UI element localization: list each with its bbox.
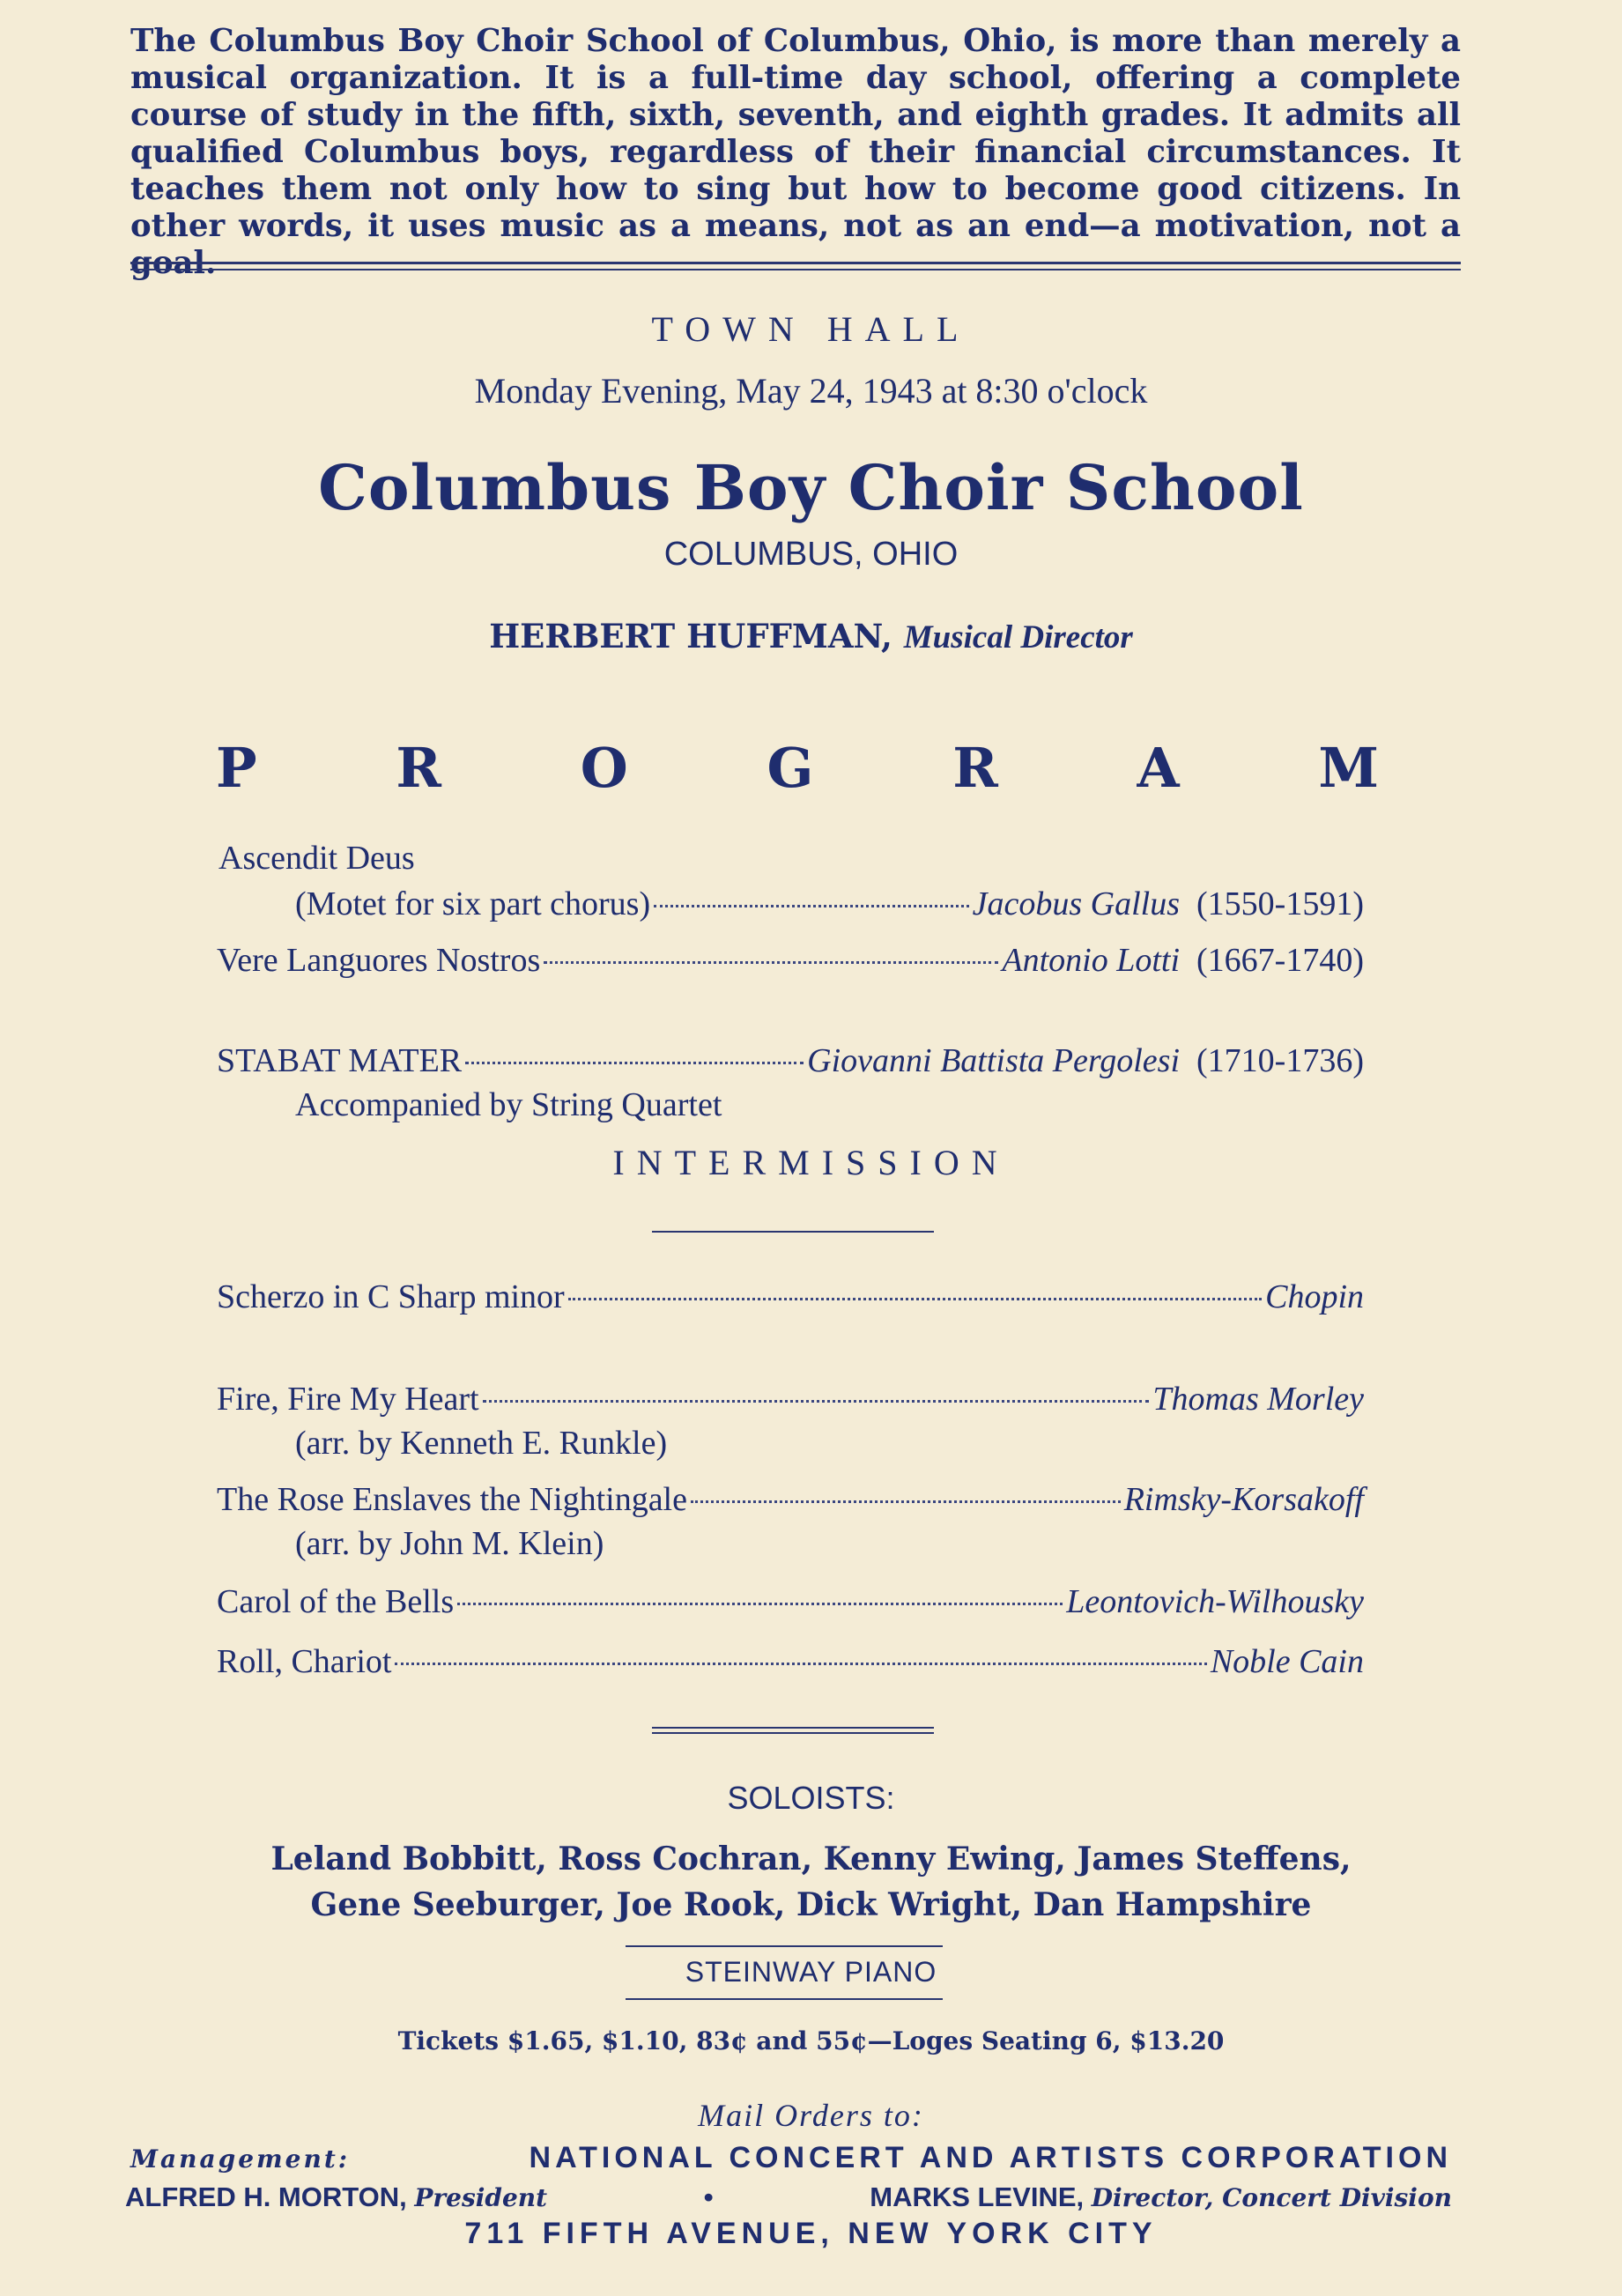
leader-dots xyxy=(544,961,998,964)
leader-dots xyxy=(568,1298,1262,1300)
management-org: NATIONAL CONCERT AND ARTISTS CORPORATION xyxy=(529,2141,1452,2174)
leader-dots xyxy=(691,1500,1121,1503)
mail-orders: Mail Orders to: xyxy=(698,2098,924,2133)
stabat-note: Accompanied by String Quartet xyxy=(295,1086,722,1123)
soloists-line-2: Gene Seeburger, Joe Rook, Dick Wright, Dan Hampshire xyxy=(310,1886,1312,1923)
program-letter: M xyxy=(1318,736,1379,800)
president-name: ALFRED H. MORTON, xyxy=(125,2181,407,2212)
ascendit-composer: Jacobus Gallus xyxy=(972,885,1181,922)
ascendit-title: Ascendit Deus xyxy=(218,840,415,877)
president xyxy=(125,2181,547,2213)
leader-dots xyxy=(457,1603,1063,1605)
fire-arranger: (arr. by Kenneth E. Runkle) xyxy=(295,1425,668,1462)
concert-director-name: MARKS LEVINE, xyxy=(870,2181,1085,2212)
roll-composer: Noble Cain xyxy=(1210,1643,1364,1680)
school-name: Columbus Boy Choir School xyxy=(318,451,1304,524)
ticket-prices: Tickets $1.65, $1.10, 83¢ and 55¢—Loges Seating 6, $13.20 xyxy=(397,2026,1225,2055)
stabat-title: STABAT MATER xyxy=(217,1042,463,1079)
stabat-years: (1710-1736) xyxy=(1196,1042,1364,1079)
program-letter: A xyxy=(1137,736,1180,800)
officers-row xyxy=(125,2181,1452,2213)
top-double-rule xyxy=(130,262,1461,270)
vere-composer: Antonio Lotti xyxy=(1002,942,1181,979)
rose-arranger: (arr. by John M. Klein) xyxy=(295,1525,604,1562)
fire-row xyxy=(217,1380,1364,1418)
intro-paragraph: The Columbus Boy Choir School of Columbus, Ohio, is more than merely a musical organization. It is a full-time day school, offering a complete course of study in the fifth, sixth, seventh, and eighth grades. It admits all qualified Columbus boys, regardless of their financial circumstances. It teaches them not only how to sing but how to become good citizens. In other words, it uses music as a means, not as an end—a motivation, not a goal. xyxy=(130,23,1461,281)
stabat-composer: Giovanni Battista Pergolesi xyxy=(807,1042,1181,1079)
program-letter: O xyxy=(580,736,628,800)
carol-row xyxy=(217,1582,1364,1621)
concert-director-title: Director, Concert Division xyxy=(1091,2183,1452,2212)
date-line: Monday Evening, May 24, 1943 at 8:30 o'clock xyxy=(474,371,1148,411)
concert-director xyxy=(870,2181,1452,2213)
location: COLUMBUS, OHIO xyxy=(663,536,959,573)
leader-dots xyxy=(395,1663,1206,1665)
ascendit-sub: (Motet for six part chorus) xyxy=(295,885,651,922)
rose-title: The Rose Enslaves the Nightingale xyxy=(217,1481,687,1518)
scherzo-title: Scherzo in C Sharp minor xyxy=(217,1278,565,1315)
separator-dot: • xyxy=(703,2181,714,2212)
program-letter: G xyxy=(767,736,814,800)
stabat-row xyxy=(217,1041,1364,1080)
vere-title: Vere Languores Nostros xyxy=(217,942,541,979)
ascendit-row xyxy=(295,885,1364,923)
middle-double-rule xyxy=(652,1727,934,1734)
rose-composer: Rimsky-Korsakoff xyxy=(1123,1481,1364,1518)
vere-row xyxy=(217,941,1364,980)
leader-dots xyxy=(465,1062,804,1064)
piano-rule-bottom xyxy=(626,1998,943,2000)
musical-director xyxy=(0,617,1622,656)
soloists-line-1: Leland Bobbitt, Ross Cochran, Kenny Ewing, James Steffens, xyxy=(270,1841,1352,1878)
carol-title: Carol of the Bells xyxy=(217,1583,455,1620)
venue: TOWN HALL xyxy=(651,309,971,349)
president-title: President xyxy=(414,2183,548,2212)
program-letter: R xyxy=(396,736,441,800)
scherzo-row xyxy=(217,1278,1364,1316)
fire-composer: Thomas Morley xyxy=(1152,1381,1364,1418)
program-letter: P xyxy=(216,736,257,800)
leader-dots xyxy=(483,1400,1150,1403)
rose-row xyxy=(217,1480,1364,1519)
fire-title: Fire, Fire My Heart xyxy=(217,1381,479,1418)
piano-rule-top xyxy=(626,1945,943,1947)
management-row xyxy=(130,2141,1452,2175)
roll-row xyxy=(217,1642,1364,1681)
management-label: Management: xyxy=(130,2144,351,2174)
scherzo-composer: Chopin xyxy=(1265,1278,1364,1315)
program-letter: R xyxy=(952,736,998,800)
roll-title: Roll, Chariot xyxy=(217,1643,392,1680)
management-address: 711 FIFTH AVENUE, NEW YORK CITY xyxy=(464,2217,1158,2250)
vere-years: (1667-1740) xyxy=(1196,942,1364,979)
soloists-heading: SOLOISTS: xyxy=(727,1780,895,1816)
program-heading xyxy=(216,736,1379,806)
director-title: Musical Director xyxy=(903,619,1133,655)
ascendit-years: (1550-1591) xyxy=(1196,885,1364,922)
intermission-rule xyxy=(652,1231,934,1233)
intermission: INTERMISSION xyxy=(612,1143,1010,1182)
director-name: HERBERT HUFFMAN, xyxy=(489,617,892,655)
carol-composer: Leontovich-Wilhousky xyxy=(1066,1583,1364,1620)
steinway-piano: STEINWAY PIANO xyxy=(685,1956,937,1988)
leader-dots xyxy=(654,905,969,907)
